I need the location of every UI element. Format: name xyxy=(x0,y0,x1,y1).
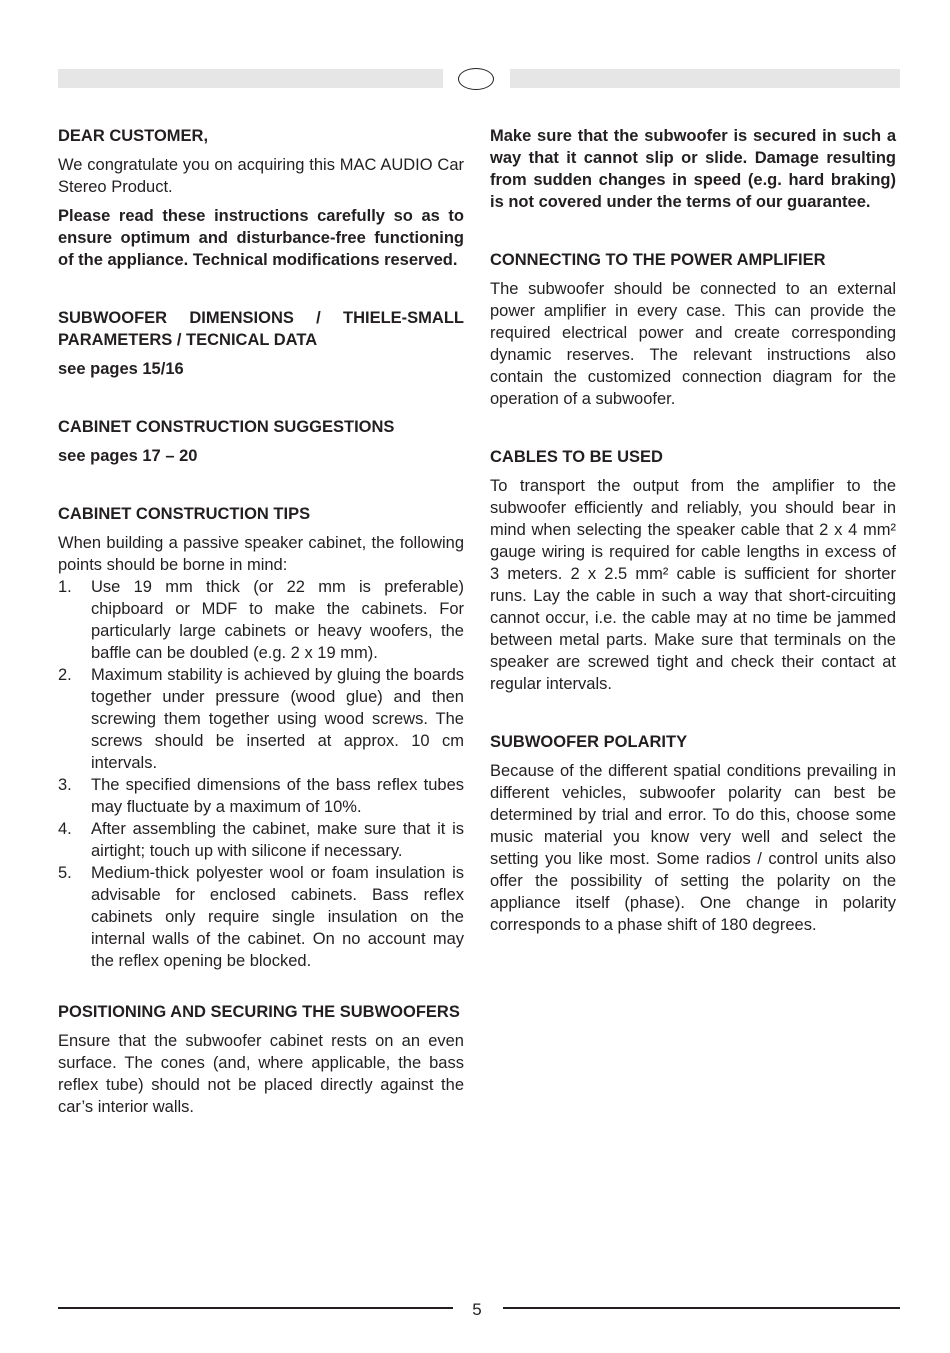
list-item: 3. The specified dimensions of the bass reflex tubes may fluctuate by a maximum of 10%. xyxy=(58,776,464,816)
cables-heading: CABLES TO BE USED xyxy=(490,448,663,466)
polarity-heading: SUBWOOFER POLARITY xyxy=(490,733,688,751)
left-column xyxy=(58,125,464,1125)
cabinet-suggestions-heading: CABINET CONSTRUCTION SUGGESTIONS xyxy=(58,418,395,436)
dimensions-heading: SUBWOOFER DIMENSIONS / THIELE-SMALL PARAMETERS / TECNICAL DATA xyxy=(58,309,464,349)
header-bar-right xyxy=(510,69,900,88)
dear-customer-heading: DEAR CUSTOMER, xyxy=(58,127,209,145)
instructions-notice: Please read these instructions carefully so as to ensure optimum and disturbance-free functioning of the appliance. Technical modifications reserved. xyxy=(58,207,464,269)
positioning-text: Ensure that the subwoofer cabinet rests on an even surface. The cones (and, where applicable, the bass reflex tube) should not be placed directly against the car’s interior walls. xyxy=(58,1032,464,1116)
language-badge-oval xyxy=(458,68,494,90)
right-column xyxy=(490,125,896,943)
positioning-heading: POSITIONING AND SECURING THE SUBWOOFERS xyxy=(58,1003,460,1021)
list-item: 2. Maximum stability is achieved by gluing the boards together under pressure (wood glue) and then screwing them together using wood screws. The screws should be inserted at approx. 10 cm intervals. xyxy=(58,666,464,772)
list-item: 4. After assembling the cabinet, make sure that it is airtight; touch up with silicone if necessary. xyxy=(58,820,464,860)
cabinet-tips-list xyxy=(58,576,464,972)
dear-customer-text: We congratulate you on acquiring this MAC AUDIO Car Stereo Product. xyxy=(58,156,464,196)
list-item: 1. Use 19 mm thick (or 22 mm is preferable) chipboard or MDF to make the cabinets. For particularly large cabinets or heavy woofers, the baffle can be doubled (e.g. 2 x 19 mm). xyxy=(58,578,464,662)
footer-rule-left xyxy=(58,1307,453,1309)
footer-rule-right xyxy=(503,1307,900,1309)
amplifier-text: The subwoofer should be connected to an external power amplifier in every case. This can provide the required electrical power and create corresponding dynamic reserves. The relevant instructions also contain the customized connection diagram for the operation of a subwoofer. xyxy=(490,280,896,408)
dimensions-reference: see pages 15/16 xyxy=(58,360,184,378)
list-item: 5. Medium-thick polyester wool or foam insulation is advisable for enclosed cabinets. Bass reflex cabinets only require single insulation on the internal walls of the cabinet. On no account may the reflex opening be blocked. xyxy=(58,864,464,970)
securing-notice: Make sure that the subwoofer is secured in such a way that it cannot slip or slide. Damage resulting from sudden changes in speed (e.g. hard braking) is not covered under the terms of our guarantee. xyxy=(490,127,896,211)
cabinet-tips-intro: When building a passive speaker cabinet, the following points should be borne in mind: xyxy=(58,534,464,574)
amplifier-heading: CONNECTING TO THE POWER AMPLIFIER xyxy=(490,251,826,269)
cabinet-suggestions-reference: see pages 17 – 20 xyxy=(58,447,198,465)
polarity-text: Because of the different spatial conditions prevailing in different vehicles, subwoofer polarity can best be determined by trial and error. To do this, choose some music material you know very well and select the setting you like most. Some radios / control units also offer the possibility of setting the polarity on the appliance itself (phase). One change in polarity corresponds to a phase shift of 180 degrees. xyxy=(490,762,896,934)
header-bar-left xyxy=(58,69,443,88)
cables-text: To transport the output from the amplifier to the subwoofer efficiently and reliably, you should bear in mind when selecting the speaker cable that 2 x 4 mm² gauge wiring is required for cable lengths in excess of 3 meters. 2 x 2.5 mm² cable is sufficient for shorter runs. Lay the cable in such a way that short-circuiting cannot occur, i.e. the cable may at no time be jammed between metal parts. Make sure that terminals on the speaker are screwed tight and check their contact at regular intervals. xyxy=(490,477,896,693)
cabinet-tips-heading: CABINET CONSTRUCTION TIPS xyxy=(58,505,311,523)
page-number: 5 xyxy=(472,1300,482,1319)
